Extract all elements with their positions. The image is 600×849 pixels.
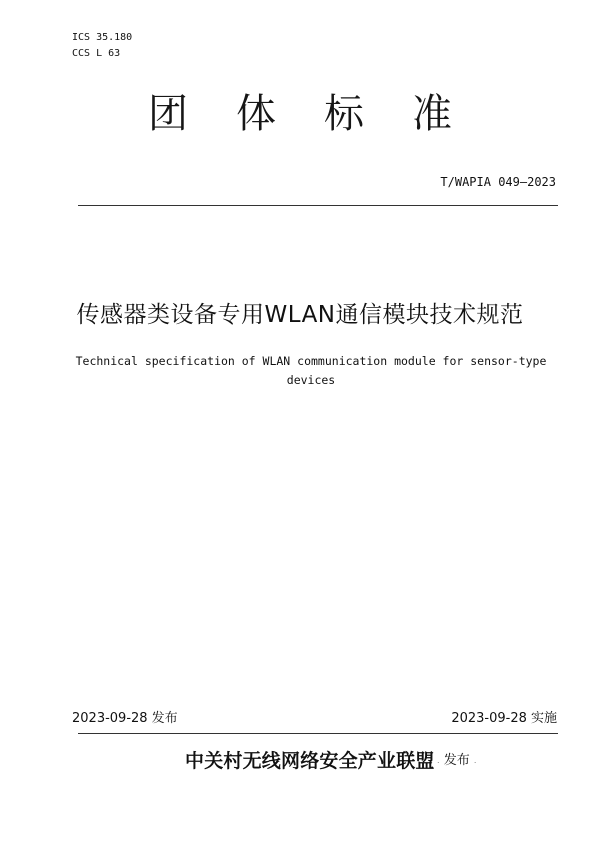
english-title-line-2: devices — [286, 373, 336, 387]
publisher-name: 中关村无线网络安全产业联盟 — [185, 750, 435, 772]
standard-number: T/WAPIA 049—2023 — [440, 175, 556, 189]
chinese-title: 传感器类设备专用WLAN通信模块技术规范 — [76, 302, 524, 328]
standard-type-heading — [0, 88, 600, 140]
trailing-dot: . — [473, 756, 477, 765]
implement-date: 2023-09-28 实施 — [451, 711, 557, 726]
standard-type-char-4: 准 — [412, 91, 452, 137]
bottom-divider — [78, 733, 558, 734]
ccs-code: CCS L 63 — [72, 48, 121, 59]
publish-label-text: 发布 — [443, 753, 470, 768]
english-title — [66, 352, 556, 390]
standard-type-char-1: 团 — [148, 91, 188, 137]
publish-label — [437, 751, 476, 771]
standard-type-char-3: 标 — [324, 91, 364, 137]
english-title-line-1: Technical specification of WLAN communication module for sensor-type — [75, 354, 547, 368]
issue-date: 2023-09-28 发布 — [72, 711, 178, 726]
top-divider — [78, 205, 558, 206]
ics-code: ICS 35.180 — [72, 32, 133, 43]
separator-dot: . — [437, 756, 440, 765]
standard-type-char-2: 体 — [236, 91, 276, 137]
